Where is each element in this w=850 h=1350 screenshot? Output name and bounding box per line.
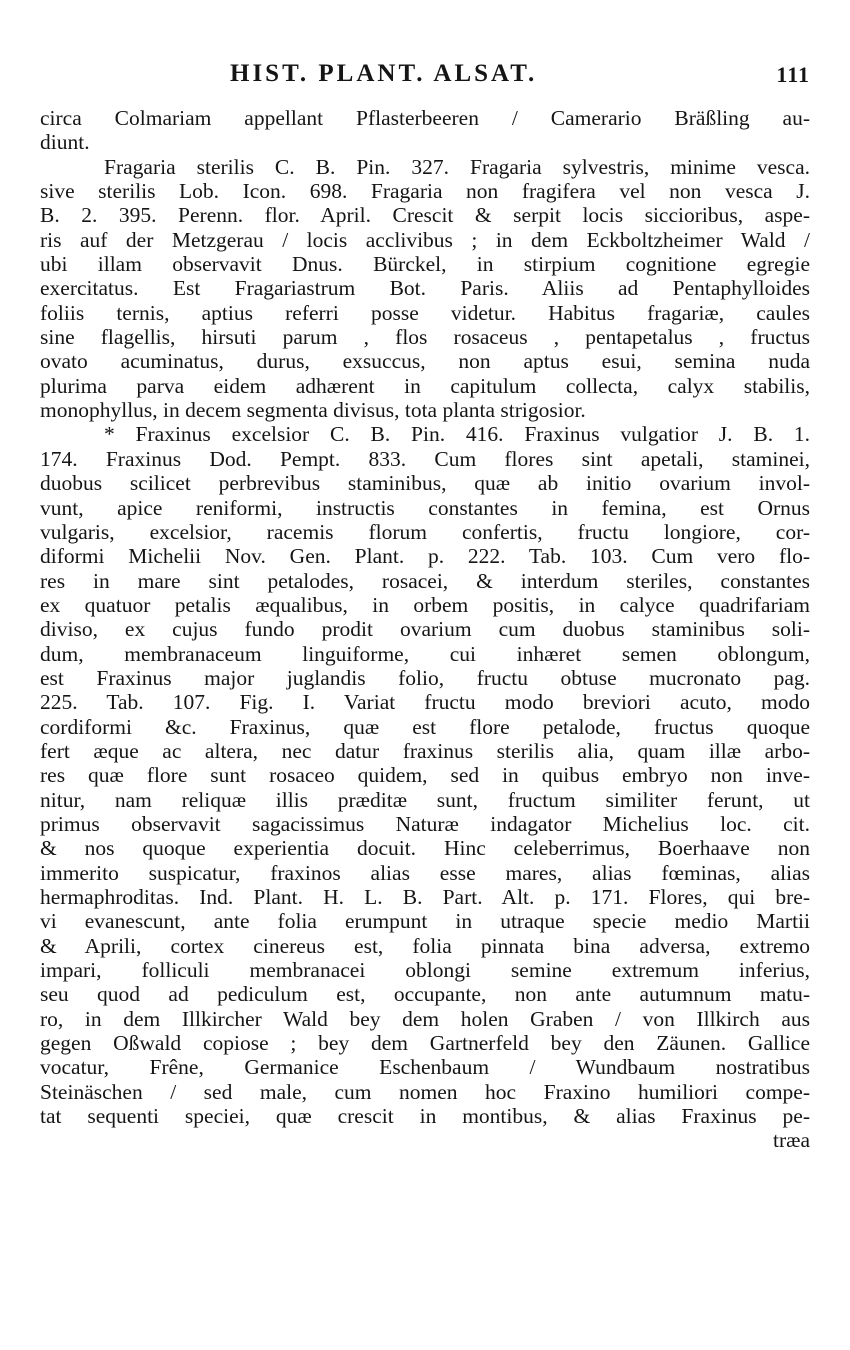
text-line: cordiformi &c. Fraxinus, quæ est flore petalode, fructus quoque [40,714,810,739]
text-line: vi evanescunt, ante folia erumpunt in utraque specie medio Martii [40,909,810,934]
text-line: primus observavit sagacissimus Naturæ indagator Michelius loc. cit. [40,811,810,836]
text-line: ubi illam observavit Dnus. Bürckel, in stirpium cognitione egregie [40,252,810,277]
text-line: foliis ternis, aptius referri posse videtur. Habitus fragariæ, caules [40,300,810,325]
text-line: diformi Michelii Nov. Gen. Plant. p. 222. Tab. 103. Cum vero flo- [40,544,810,569]
text-line: B. 2. 395. Perenn. flor. April. Crescit & serpit locis siccioribus, aspe- [40,203,810,228]
text-line: ris auf der Metzgerau / locis acclivibus ; in dem Eckboltzheimer Wald / [40,227,810,252]
text-line: res quæ flore sunt rosaceo quidem, sed in quibus embryo non inve- [40,763,810,788]
text-line: ovato acuminatus, durus, exsuccus, non aptus esui, semina nuda [40,349,810,374]
text-line: 174. Fraxinus Dod. Pempt. 833. Cum flores sint apetali, staminei, [40,446,810,471]
text-line: seu quod ad pediculum est, occupante, non ante autumnum matu- [40,982,810,1007]
text-line: hermaphroditas. Ind. Plant. H. L. B. Part. Alt. p. 171. Flores, qui bre- [40,885,810,909]
text-line: fert æque ac altera, nec datur fraxinus sterilis alia, quam illæ arbo- [40,738,810,763]
book-page [40,0,810,1350]
text-line: gegen Oßwald copiose ; bey dem Gartnerfeld bey den Zäunen. Gallice [40,1031,810,1056]
text-body [40,106,810,1153]
text-line: diviso, ex cujus fundo prodit ovarium cum duobus staminibus soli- [40,617,810,642]
text-line: res in mare sint petalodes, rosacei, & interdum steriles, constantes [40,568,810,593]
running-head [40,60,810,90]
text-line: Steinäschen / sed male, cum nomen hoc Fraxino humiliori compe- [40,1079,810,1104]
text-line: vulgaris, excelsior, racemis florum confertis, fructu longiore, cor- [40,519,810,544]
text-line: circa Colmariam appellant Pflasterbeeren / Camerario Bräßling au- [40,106,810,130]
text-line: tat sequenti speciei, quæ crescit in montibus, & alias Fraxinus pe- [40,1104,810,1129]
text-line: immerito suspicatur, fraxinos alias esse mares, alias fœminas, alias [40,860,810,885]
text-line: & Aprili, cortex cinereus est, folia pinnata bina adversa, extremo [40,933,810,958]
text-line: exercitatus. Est Fragariastrum Bot. Paris. Aliis ad Pentaphylloides [40,276,810,301]
text-line: ex quatuor petalis æqualibus, in orbem positis, in calyce quadrifariam [40,592,810,617]
text-line: est Fraxinus major juglandis folio, fructu obtuse mucronato pag. [40,665,810,690]
text-line: dum, membranaceum linguiforme, cui inhæret semen oblongum, [40,641,810,666]
text-line: sine flagellis, hirsuti parum , flos rosaceus , pentapetalus , fructus [40,325,810,350]
text-line: diunt. [40,130,90,155]
text-line: nitur, nam reliquæ illis præditæ sunt, fructum similiter ferunt, ut [40,787,810,812]
text-line: ro, in dem Illkircher Wald bey dem holen Graben / von Illkirch aus [40,1006,810,1031]
text-line: vocatur, Frêne, Germanice Eschenbaum / Wundbaum nostratibus [40,1055,810,1080]
running-title: HIST. PLANT. ALSAT. [230,60,538,87]
text-line: Fragaria sterilis C. B. Pin. 327. Fragaria sylvestris, minime vesca. [104,154,810,179]
text-line: plurima parva eidem adhærent in capitulum collecta, calyx stabilis, [40,373,810,398]
text-line: impari, folliculi membranacei oblongi semine extremum inferius, [40,958,810,983]
text-line: vunt, apice reniformi, instructis constantes in femina, est Ornus [40,495,810,520]
page-number: 111 [776,62,810,87]
catchword: træa [772,1128,810,1153]
text-line: monophyllus, in decem segmenta divisus, tota planta strigosior. [40,398,586,423]
text-line: sive sterilis Lob. Icon. 698. Fragaria non fragifera vel non vesca J. [40,179,810,204]
text-line: 225. Tab. 107. Fig. I. Variat fructu modo breviori acuto, modo [40,690,810,715]
text-line: & nos quoque experientia docuit. Hinc celeberrimus, Boerhaave non [40,836,810,861]
text-line: * Fraxinus excelsior C. B. Pin. 416. Fraxinus vulgatior J. B. 1. [104,422,810,447]
text-line: duobus scilicet perbrevibus staminibus, quæ ab initio ovarium invol- [40,471,810,496]
